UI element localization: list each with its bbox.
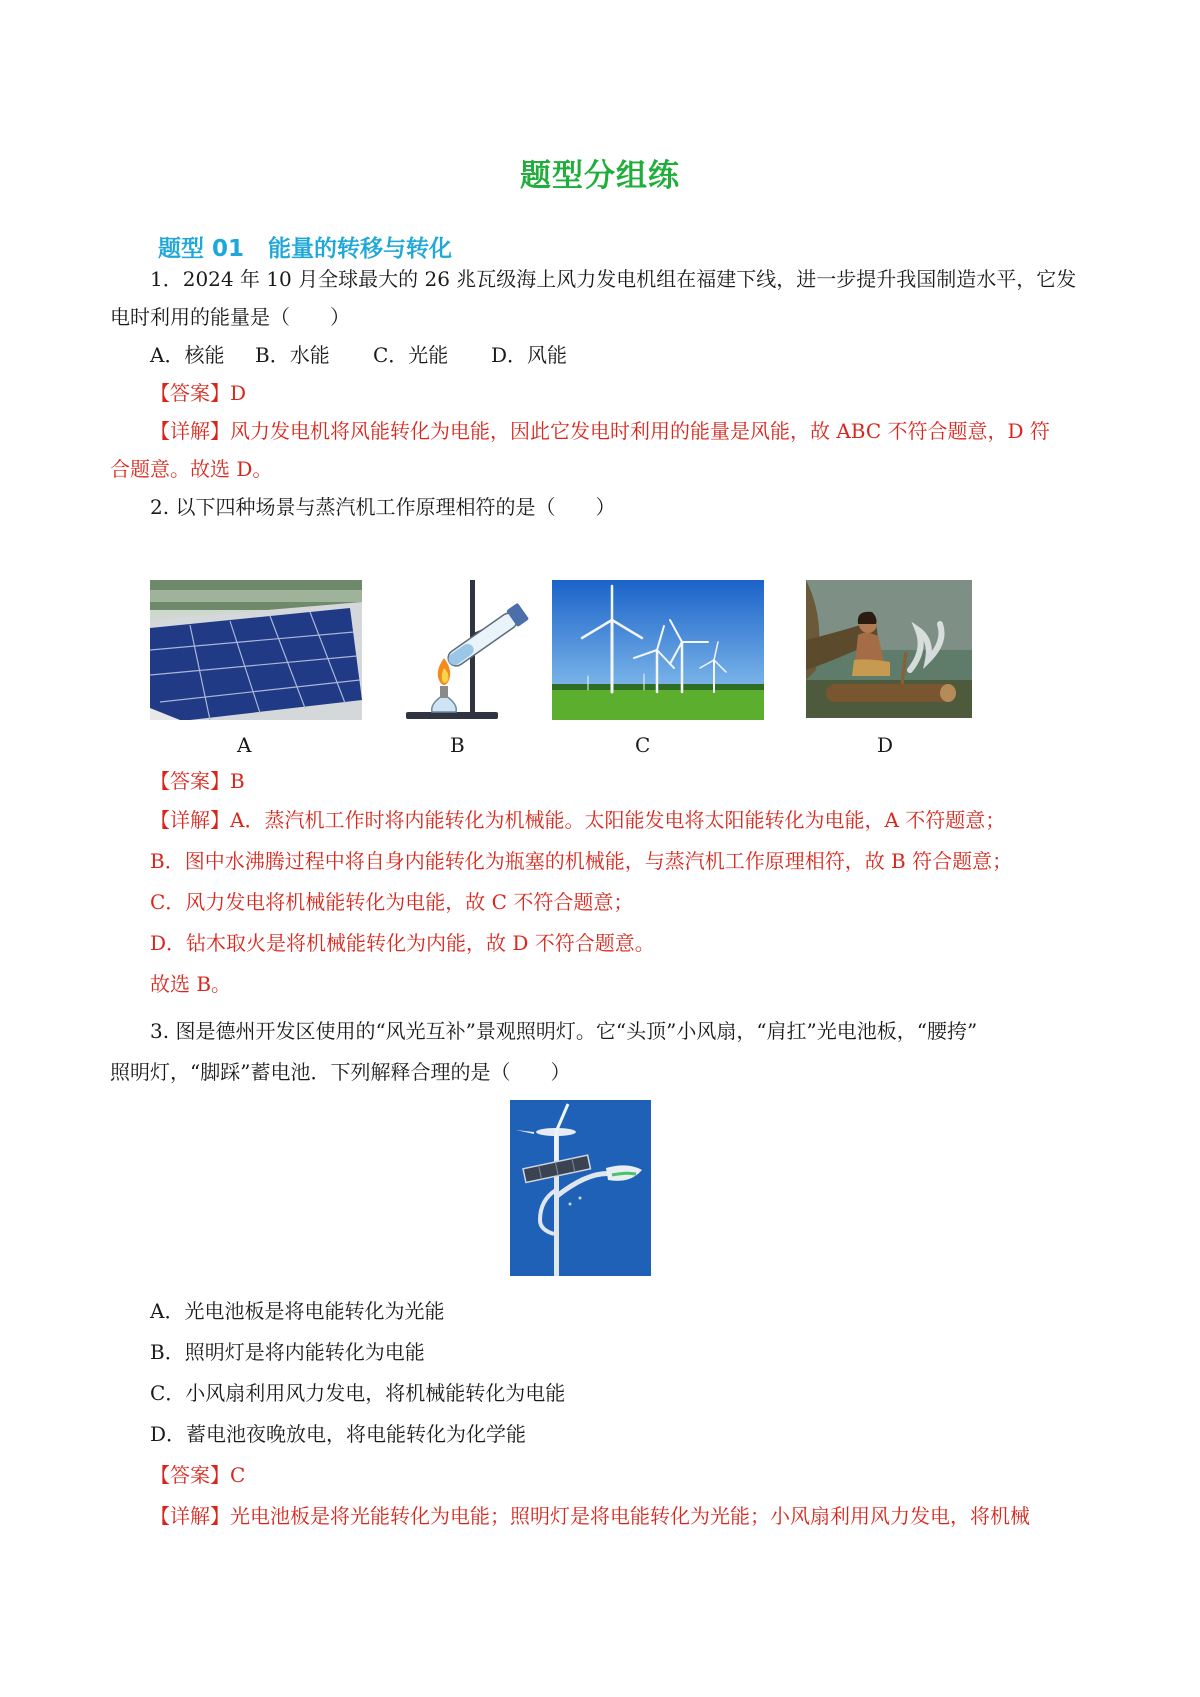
page-title: 题型分组练 [520, 158, 680, 194]
detail-text: A．蒸汽机工作时将内能转化为机械能。太阳能发电将太阳能转化为电能，A 不符题意； [230, 808, 1006, 832]
q3-option-b: B．照明灯是将内能转化为电能 [150, 1340, 425, 1364]
caption-d: D [877, 733, 894, 757]
q2-detail-line1 [150, 806, 1005, 834]
q1-answer [150, 379, 246, 407]
q1-option-a: A．核能 [150, 343, 225, 367]
drilling-wood-fire-image [806, 580, 972, 718]
detail-text: 风力发电机将风能转化为电能，因此它发电时利用的能量是风能，故 ABC 不符合题意，D 符 [230, 419, 1050, 443]
q3-stem-line1: 3. 图是德州开发区使用的“风光互补”景观照明灯。它“头顶”小风扇，“肩扛”光电池板，“腰挎” [150, 1019, 978, 1043]
caption-a: A [237, 733, 252, 757]
q3-option-a: A．光电池板是将电能转化为光能 [150, 1299, 445, 1323]
q2-detail-line2: B．图中水沸腾过程中将自身内能转化为瓶塞的机械能，与蒸汽机工作原理相符，故 B 符合题意； [150, 849, 1013, 873]
section-name: 能量的转移与转化 [268, 236, 453, 262]
wind-solar-street-lamp-image [510, 1100, 651, 1276]
q1-option-d: D．风能 [491, 343, 568, 367]
section-heading [158, 230, 452, 263]
solar-panel-image [150, 580, 362, 720]
q1-options [150, 341, 567, 369]
answer-value: C [230, 1463, 246, 1487]
q2-detail-line3: C．风力发电将机械能转化为电能，故 C 不符合题意； [150, 890, 634, 914]
detail-text: 光电池板是将光能转化为电能；照明灯是将电能转化为光能；小风扇利用风力发电，将机械 [230, 1504, 1030, 1528]
q1-detail-line1 [150, 417, 1050, 445]
q3-answer [150, 1461, 245, 1489]
answer-tag: 【答案】 [150, 1463, 230, 1487]
detail-tag: 【详解】 [150, 1504, 230, 1528]
q1-option-c: C．光能 [373, 343, 449, 367]
q1-stem-line1: 1．2024 年 10 月全球最大的 26 兆瓦级海上风力发电机组在福建下线，进一步提升我国制造水平，它发 [150, 267, 1077, 291]
q1-stem-line2: 电时利用的能量是（ ） [110, 305, 350, 329]
answer-tag: 【答案】 [150, 769, 230, 793]
test-tube-apparatus-image [400, 578, 538, 722]
answer-value: D [230, 381, 247, 405]
answer-tag: 【答案】 [150, 381, 230, 405]
q1-option-b: B．水能 [255, 343, 330, 367]
q3-detail-line1 [150, 1502, 1030, 1530]
q3-option-c: C．小风扇利用风力发电，将机械能转化为电能 [150, 1381, 566, 1405]
caption-b: B [450, 733, 465, 757]
q3-option-d: D．蓄电池夜晚放电，将电能转化为化学能 [150, 1422, 527, 1446]
detail-tag: 【详解】 [150, 808, 230, 832]
caption-c: C [635, 733, 651, 757]
q1-detail-line2: 合题意。故选 D。 [110, 457, 273, 481]
q3-stem-line2: 照明灯，“脚踩”蓄电池．下列解释合理的是（ ） [110, 1060, 571, 1084]
q2-detail-line4: D．钻木取火是将机械能转化为内能，故 D 不符合题意。 [150, 931, 655, 955]
wind-turbines-image [552, 580, 764, 720]
section-label: 题型 01 [158, 236, 245, 262]
answer-value: B [230, 769, 245, 793]
q2-stem: 2. 以下四种场景与蒸汽机工作原理相符的是（ ） [150, 495, 616, 519]
q2-detail-line5: 故选 B。 [150, 972, 232, 996]
q2-answer [150, 767, 245, 795]
detail-tag: 【详解】 [150, 419, 230, 443]
